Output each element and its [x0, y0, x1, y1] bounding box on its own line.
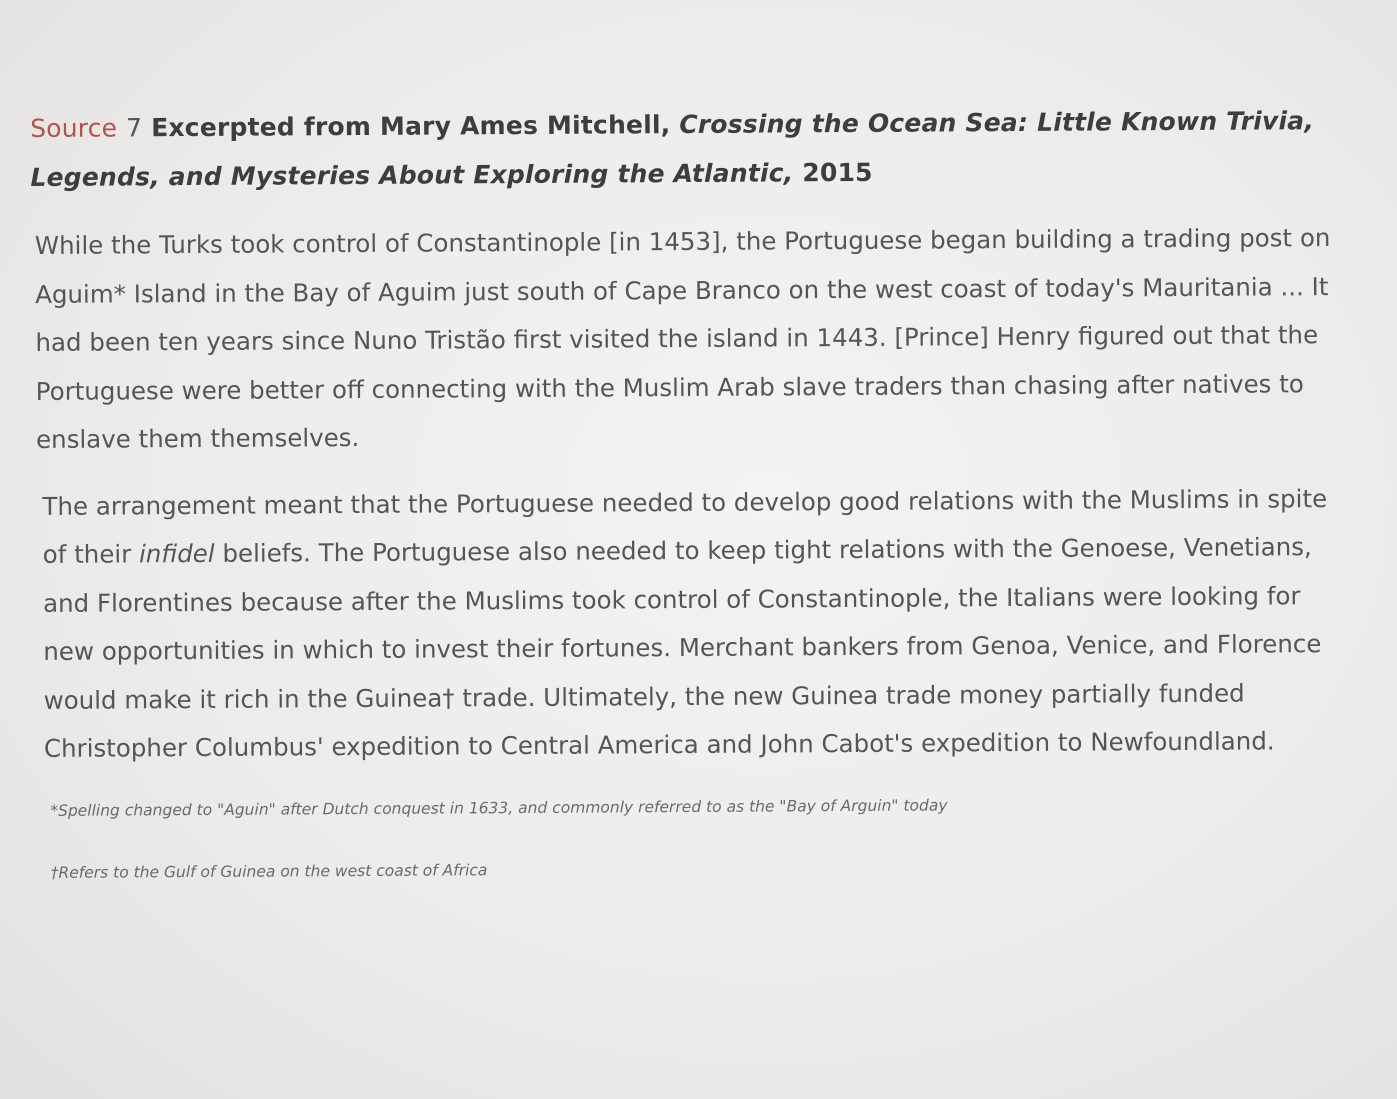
footnote-1: *Spelling changed to "Aguin" after Dutch conquest in 1633, and commonly referred to as the "Bay of Arguin" today	[50, 795, 948, 820]
source-heading	[30, 96, 1351, 202]
source-number: 7	[126, 113, 143, 143]
source-document	[30, 96, 1355, 882]
paragraph-1: While the Turks took control of Constantinople [in 1453], the Portuguese began building a trading post on Aguim* Island in the Bay of Aguim just south of Cape Branco on the west coast of today's Mauritania ... It had been ten years since Nuno Tristão first visited the island in 1443. [Prince] Henry figured out that the Portuguese were better off connecting with the Muslim Arab slave traders than chasing after natives to enslave them themselves.	[34, 223, 1331, 454]
paragraph-2-part-2: beliefs. The Portuguese also needed to keep tight relations with the Genoese, Venetians, and Florentines because after the Muslims took control of Constantinople, the Italians were looking for new opportunities in which to invest their fortunes. Merchant bankers from Genoa, Venice, and Florence would make it rich in the Guinea† trade. Ultimately, the new Guinea trade money partially funded Christopher Columbus' expedition to Central America and John Cabot's expedition to Newfoundland.	[42, 532, 1322, 763]
paragraph-2-italic-word: infidel	[138, 538, 215, 569]
footnote-2: †Refers to the Gulf of Guinea on the west coast of Africa	[50, 860, 488, 882]
paragraph-2	[32, 474, 1344, 773]
paragraph-2-part-1: The arrangement meant that the Portuguese needed to develop good relations with the Muslims in spite of their	[42, 483, 1328, 569]
publication-year: 2015	[802, 157, 873, 188]
heading-prefix: Excerpted from Mary Ames Mitchell,	[151, 110, 671, 143]
book-title: Crossing the Ocean Sea: Little Known Trivia, Legends, and Mysteries About Exploring the Atlantic,	[30, 106, 1315, 192]
source-label: Source	[30, 113, 118, 143]
